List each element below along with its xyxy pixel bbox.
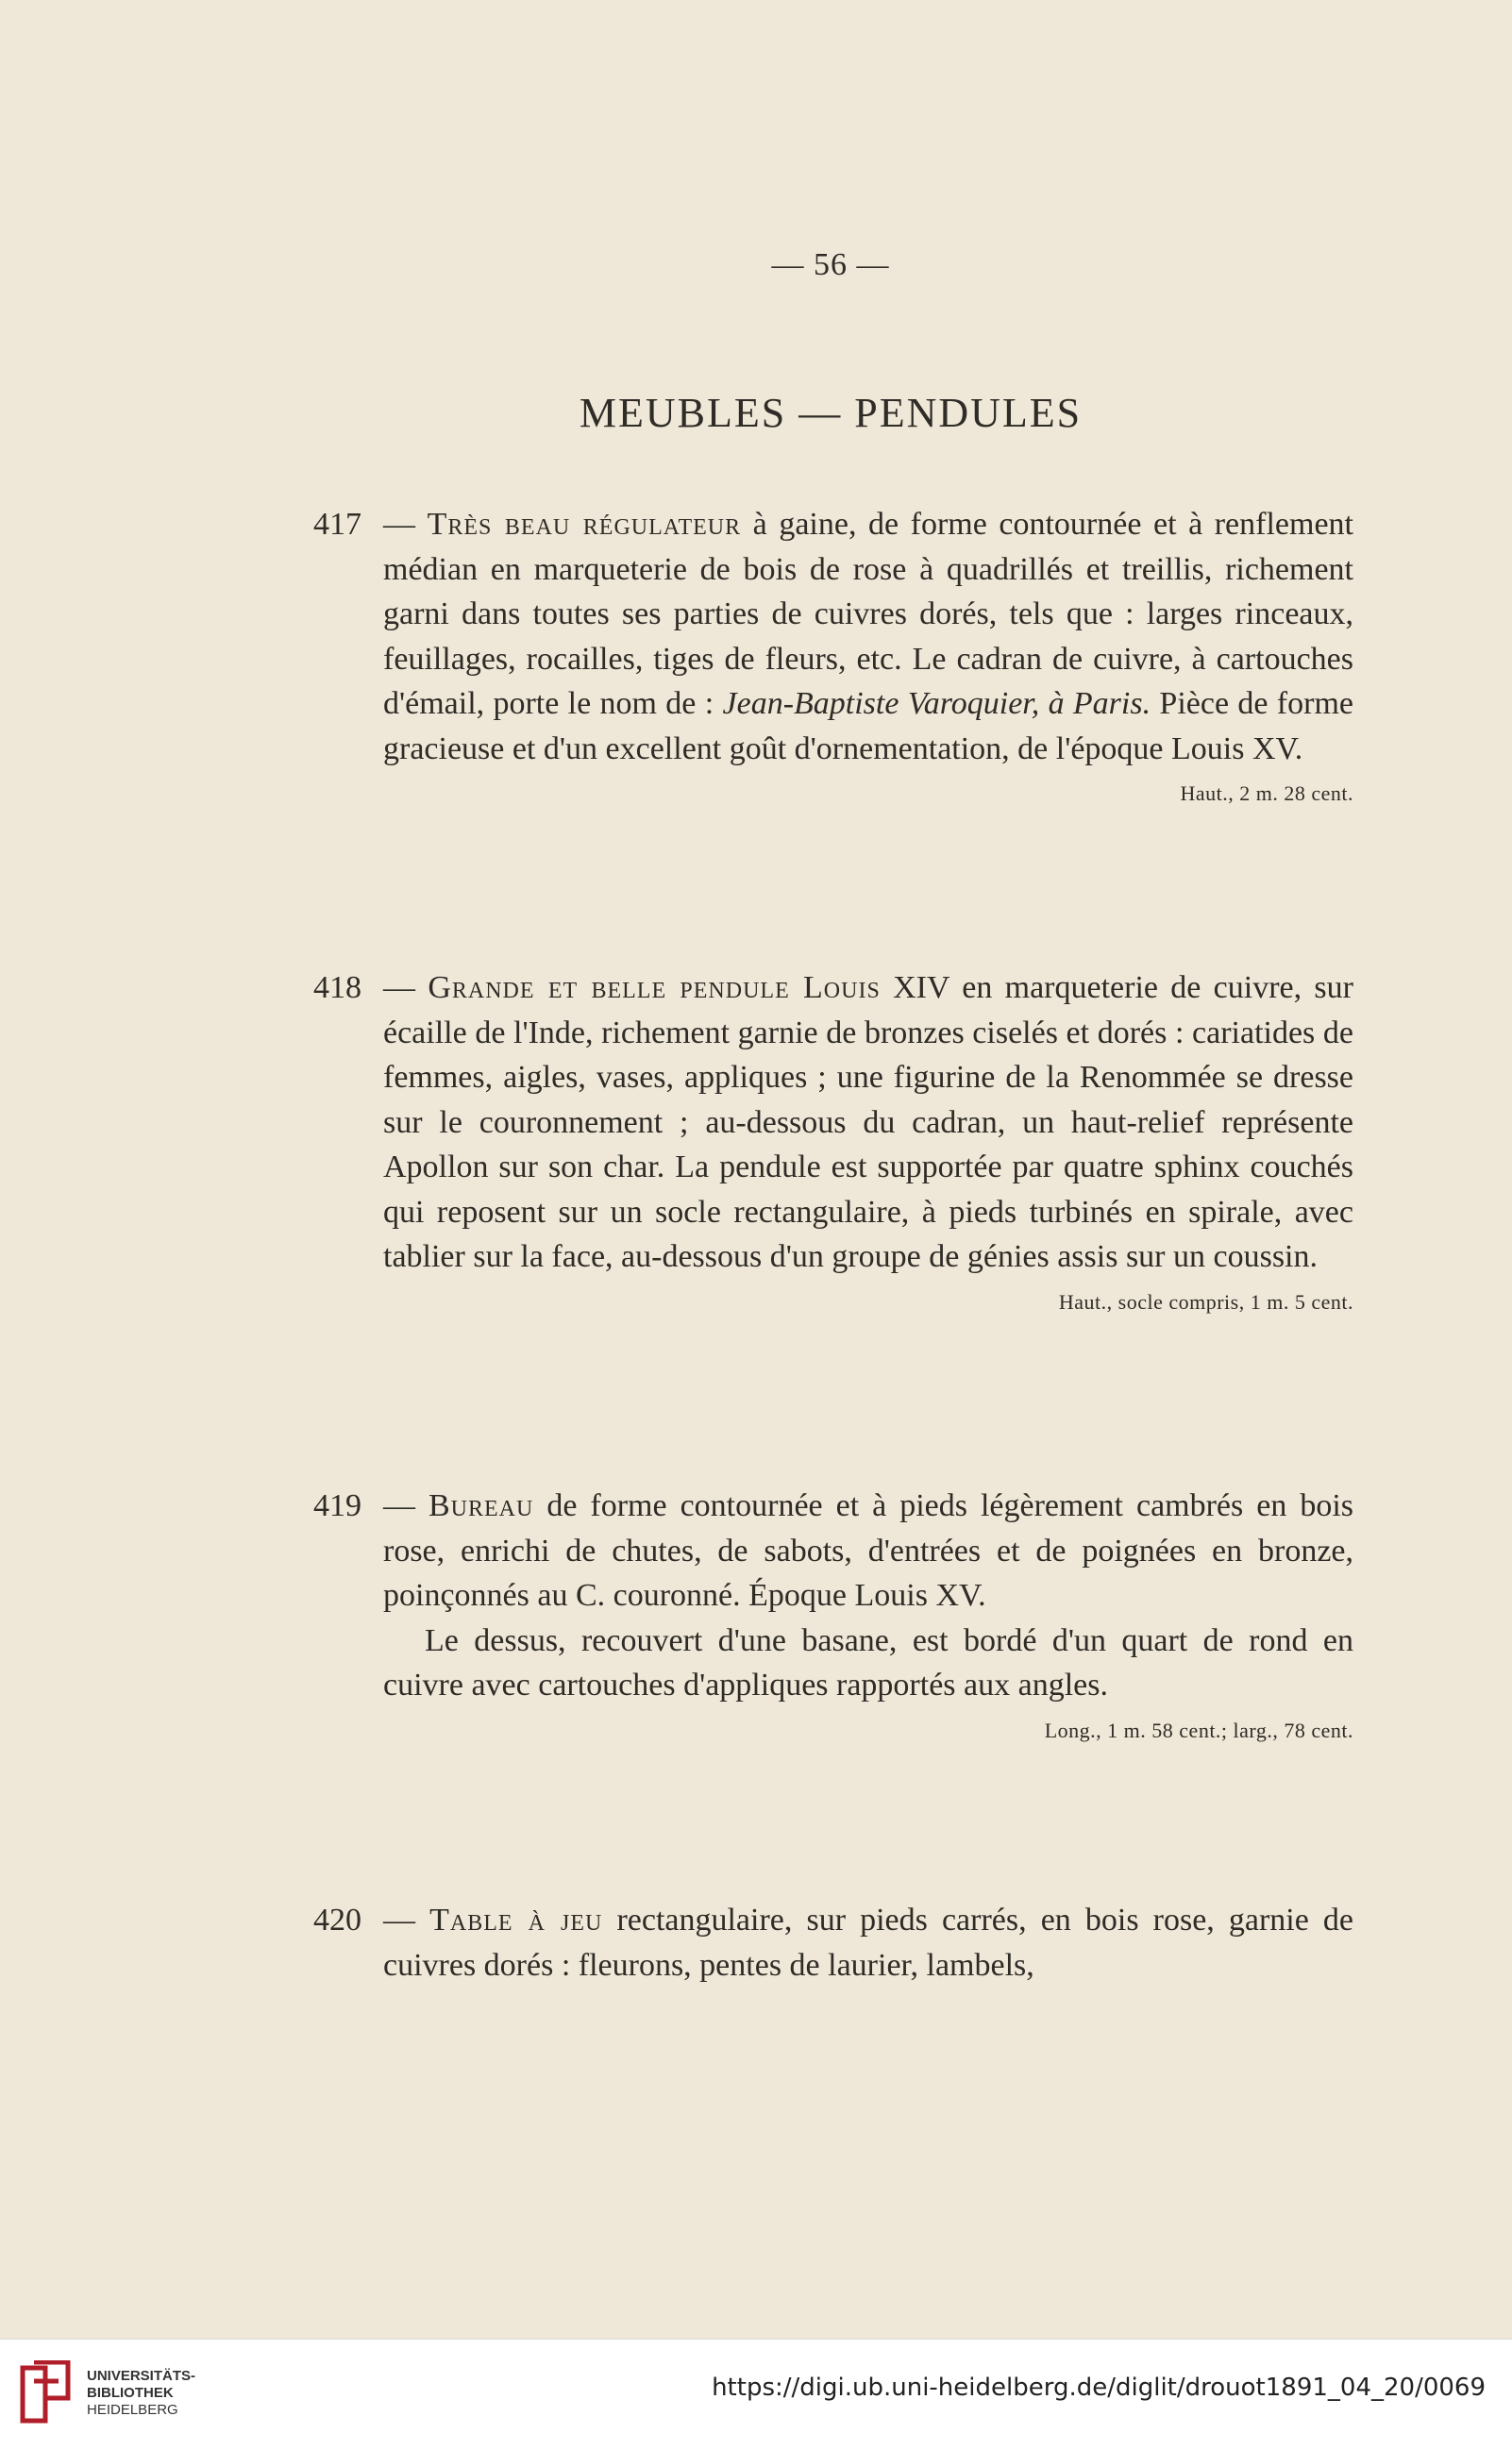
entry-lead: Bureau xyxy=(428,1488,534,1523)
entry-text-paragraph-2: Le dessus, recouvert d'une basane, est bordé d'un quart de rond en cuivre avec cartouches d'appliques rapportés aux angles. xyxy=(383,1622,1353,1703)
entry-lead: Table à jeu xyxy=(429,1903,603,1938)
catalog-entry-418 xyxy=(313,965,1353,1316)
catalog-entry-417 xyxy=(313,502,1353,807)
permalink-url[interactable]: https://digi.ub.uni-heidelberg.de/diglit/drouot1891_04_20/0069 xyxy=(712,2374,1486,2402)
entry-text: — Bureau de forme contournée et à pieds légèrement cambrés en bois rose, enrichi de chutes, de sabots, d'entrées et de poignées en bronze, poinçonnés au C. couronné. Époque Louis XV. xyxy=(383,1488,1354,1613)
entry-dimensions: Haut., socle compris, 1 m. 5 cent. xyxy=(1058,1289,1353,1314)
entry-number: 418 xyxy=(313,970,361,1005)
entry-dimensions: Haut., 2 m. 28 cent. xyxy=(1180,781,1353,805)
entry-number: 419 xyxy=(313,1488,361,1523)
section-title: MEUBLES — PENDULES xyxy=(579,390,1083,436)
entry-number: 417 xyxy=(313,507,361,542)
library-logo-icon xyxy=(17,2360,76,2428)
entry-lead: Très beau régulateur xyxy=(427,507,742,542)
entry-lead: Grande et belle pendule Louis xyxy=(428,970,881,1005)
catalog-entry-419 xyxy=(313,1484,1354,1744)
maker-name: Jean-Baptiste Varoquier, à Paris. xyxy=(722,686,1151,721)
viewer-footer xyxy=(0,2339,1512,2450)
library-name: UNIVERSITÄTS- BIBLIOTHEK HEIDELBERG xyxy=(87,2368,196,2418)
entry-dimensions: Long., 1 m. 58 cent.; larg., 78 cent. xyxy=(1044,1718,1353,1742)
entry-text: — Grande et belle pendule Louis XIV en marqueterie de cuivre, sur écaille de l'Inde, richement garnie de bronzes ciselés et dorés : cariatides de femmes, aigles, vases, appliques ; une figurine de la Renommée se dresse sur le couronnement ; au-dessous du cadran, un haut-relief représente Apollon sur son char. La pendule est supportée par quatre sphinx couchés qui reposent sur un socle rectangulaire, à pieds turbinés en spirale, avec tablier sur la face, au-dessous d'un groupe de génies assis sur un coussin. xyxy=(383,970,1353,1274)
entry-text: — Très beau régulateur à gaine, de forme contournée et à renflement médian en marqueterie de bois de rose à quadrillés et treillis, richement garni dans toutes ses parties de cuivres dorés, tels que : larges rinceaux, feuillages, rocailles, tiges de fleurs, etc. Le cadran de cuivre, à cartouches d'émail, porte le nom de : Jean-Baptiste Varoquier, à Paris. Pièce de forme gracieuse et d'un excellent goût d'ornementation, de l'époque Louis XV. xyxy=(383,507,1353,766)
page-number: — 56 — xyxy=(771,247,890,282)
entry-text: — Table à jeu rectangulaire, sur pieds carrés, en bois rose, garnie de cuivres dorés : fleurons, pentes de laurier, lambels, xyxy=(383,1903,1353,1983)
entry-number: 420 xyxy=(313,1903,361,1938)
catalog-entry-420 xyxy=(313,1898,1353,1988)
